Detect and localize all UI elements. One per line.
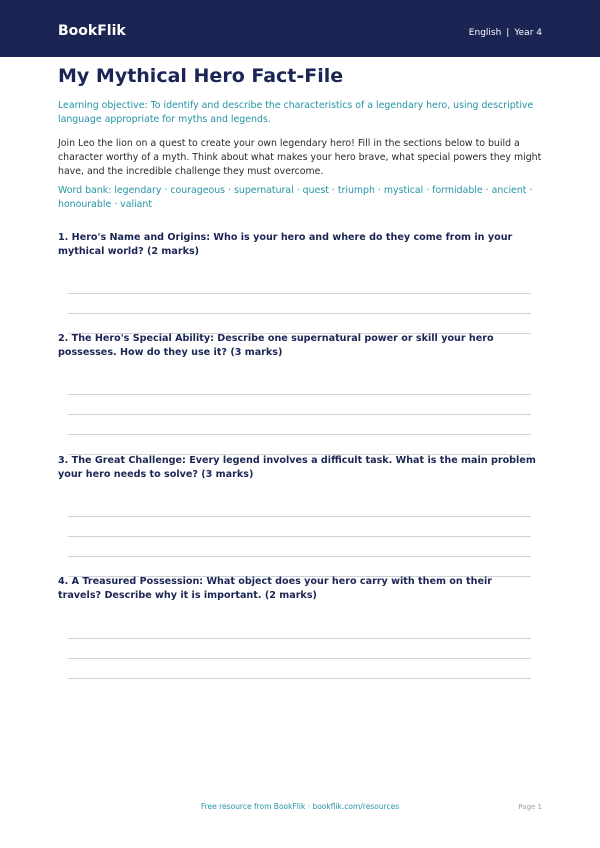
- header-bar: [0, 0, 600, 57]
- question-1: 1. Hero's Name and Origins: Who is your hero and where do they come from in your mythical world? (2 marks): [58, 232, 513, 258]
- answer-line[interactable]: [68, 434, 531, 435]
- page-title: My Mythical Hero Fact-File: [58, 65, 344, 87]
- learning-objective: Learning objective: To identify and describe the characteristics of a legendary hero, using descriptive language appropriate for myths and legends.: [58, 100, 534, 126]
- answer-line[interactable]: [68, 394, 531, 395]
- word-bank: Word bank: legendary · courageous · supernatural · quest · triumph · mystical · formidable · ancient · honourable · valiant: [58, 185, 533, 211]
- intro-text: Join Leo the lion on a quest to create your own legendary hero! Fill in the sections below to build a character worthy of a myth. Think about what makes your hero brave, what special powers they might have, and the incredible challenge they must overcome.: [58, 138, 542, 178]
- answer-line[interactable]: [68, 293, 531, 294]
- answer-line[interactable]: [68, 638, 531, 639]
- page-number: Page 1: [518, 803, 542, 811]
- subject-label: English: [468, 28, 502, 38]
- brand-logo: BookFlik: [58, 23, 126, 39]
- subject-year: [469, 27, 542, 39]
- answer-line[interactable]: [68, 313, 531, 314]
- answer-line[interactable]: [68, 556, 531, 557]
- footer-credit: Free resource from BookFlik · bookflik.com/resources: [200, 802, 400, 811]
- answer-line[interactable]: [68, 536, 531, 537]
- answer-line[interactable]: [68, 414, 531, 415]
- separator: |: [506, 28, 510, 38]
- question-4: 4. A Treasured Possession: What object does your hero carry with them on their travels? Describe why it is important. (2 marks): [58, 576, 492, 602]
- year-label: Year 4: [514, 28, 542, 38]
- answer-line[interactable]: [68, 516, 531, 517]
- answer-line[interactable]: [68, 658, 531, 659]
- question-2: 2. The Hero's Special Ability: Describe one supernatural power or skill your hero possesses. How do they use it? (3 marks): [58, 333, 494, 359]
- question-3: 3. The Great Challenge: Every legend involves a difficult task. What is the main problem your hero needs to solve? (3 marks): [58, 455, 536, 481]
- answer-line[interactable]: [68, 678, 531, 679]
